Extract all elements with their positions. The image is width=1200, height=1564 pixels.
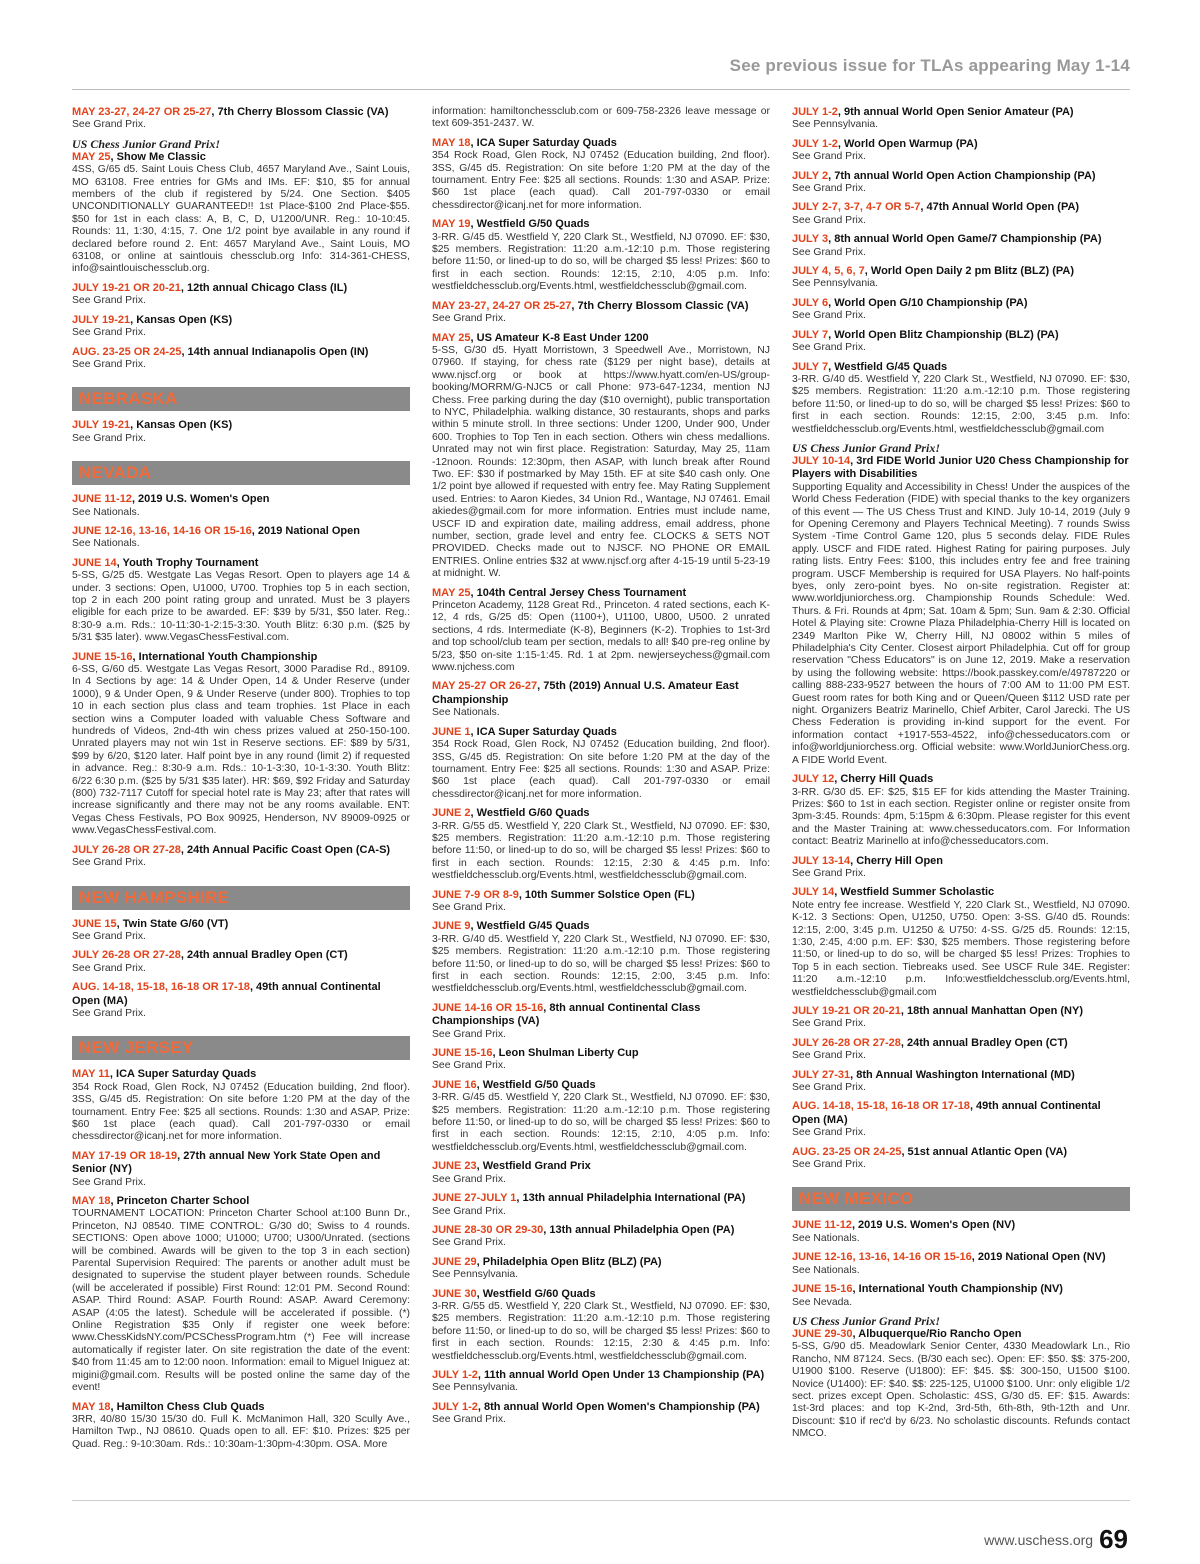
event-dates: JUNE 7-9 OR 8-9 <box>432 888 519 901</box>
event-details: See Grand Prix. <box>792 214 866 226</box>
event-dates: JULY 12 <box>792 773 835 786</box>
event-listing <box>792 1315 1130 1441</box>
event-details: See Nationals. <box>792 1232 860 1244</box>
event-listing <box>792 297 1130 323</box>
event-dates: JUNE 30 <box>432 1287 477 1300</box>
event-dates: MAY 25-27 OR 26-27 <box>432 680 538 693</box>
event-details: See Nevada. <box>792 1296 853 1308</box>
event-details: 5-SS, G/25 d5. Westgate Las Vegas Resort. Open to players age 14 & under. 3 sections: Open, U1000, U700. Trophies top 5 in each section, top 2 in each 200 point rating group and unrated. Must be 3 players eligible for each prize to be awarded. EF: $39 by 5/31, $50 later. Reg.: 8:30-9 a.m. Rds.: 10-11:30-1-2:15-3:30. Youth Blitz: 6:30 p.m. ($25 by 5/31 $35 later). www.VegasChessFestival.com. <box>72 570 410 644</box>
event-dates: JUNE 15-16 <box>432 1047 493 1060</box>
event-dates: JULY 19-21 <box>72 313 131 326</box>
event-name: , Westfield G/50 Quads <box>470 218 590 231</box>
event-name: , 8th annual World Open Game/7 Championship (PA) <box>828 233 1102 246</box>
event-details: 5-SS, G/90 d5. Meadowlark Senior Center, 4330 Meadowlark Ln., Rio Rancho, NM 87124. Secs. (B/30 each sec). Open: EF: $50. $$: 375-200, U1900 $100. Reserve (U1800): EF: $45. $$: 300-150, U1500 $100. Novice (U1400): EF: $40. $$: 225-125, U1000 $100. Unr: only eligible 1/2 sect. prizes except Open. Scholastic: 4SS, G/30 d5. EF: $15. Awards: 1st-3rd places: and top K-2nd, 3rd-5th, 6th-8th, 9th-12th and Unr. Discount: $10 if rec'd by 6/23. No scholastic discounts. Refunds contact NMCO. <box>792 1341 1130 1440</box>
event-details: See Grand Prix. <box>72 1176 146 1188</box>
event-listing <box>72 346 410 372</box>
event-details: 3-RR. G/40 d5. Westfield Y, 220 Clark St., Westfield, NJ 07090. EF: $30, $25 members. Registration: 11:20 a.m.-12:10 p.m. Those registering before 11:50, or lined-up to do so, will be charged $5 less! Prizes: $60 to first in each section. Rounds: 12:15, 2:00, 3:45 p.m. Info: westfieldchessclub.org/Events.html, westfieldchessclub@gmail.com. <box>432 933 770 995</box>
grand-prix-tag: US Chess Junior Grand Prix! <box>792 440 941 455</box>
event-name: , Show Me Classic <box>110 150 206 163</box>
event-dates: JULY 7 <box>792 328 829 341</box>
event-details: 4SS, G/65 d5. Saint Louis Chess Club, 4657 Maryland Ave., Saint Louis, MO 63108. Free entries for GMs and IMs. EF: $10, $5 for annual members of the club if registered by 5/24. One Section. $405 UNCONDITIONALLY GUARANTEED!! 1st Place-$100 2nd Place-$55. $50 for 1st in each class: A, B, C, D, U1200/UNR. Reg.: 10-10:45. Rounds: 11, 1:30, 4:15, 7. One 1/2 point bye available in any round if declared before round 2. Ent: 4657 Maryland Ave., Saint Louis, MO 63108, or online at saintlouis chessclub.org Info: 314-361-CHESS, info@saintlouischessclub.org. <box>72 164 410 275</box>
event-name: , Westfield G/60 Quads <box>476 1287 596 1300</box>
event-listing <box>432 1224 770 1250</box>
event-dates: JUNE 11-12 <box>72 493 132 506</box>
event-details: See Grand Prix. <box>432 1028 506 1040</box>
event-name: , 7th annual World Open Action Championship (PA) <box>828 169 1096 182</box>
event-details: See Pennsylvania. <box>792 119 879 131</box>
event-dates: JUNE 29-30 <box>792 1327 853 1340</box>
column-1 <box>72 106 410 1457</box>
event-dates: MAY 23-27, 24-27 OR 25-27 <box>432 299 572 312</box>
event-details: See Grand Prix. <box>432 1414 506 1426</box>
event-name: , Albuquerque/Rio Rancho Open <box>852 1327 1022 1340</box>
event-name: , 2019 U.S. Women's Open <box>131 493 270 506</box>
event-details: 3-RR. G/55 d5. Westfield Y, 220 Clark St., Westfield, NJ 07090. EF: $30, $25 members. Registration: 11:20 a.m.-12:10 p.m. Those registering before 11:50, or lined-up to do so, will be charged $5 less! Prizes: $60 to first in each section. Rounds: 12:15, 2:30 & 4:45 p.m. Info: westfieldchessclub.org/Events.html, westfieldchessclub@gmail.com. <box>432 820 770 882</box>
event-details: See Grand Prix. <box>432 1205 506 1217</box>
event-listing <box>792 233 1130 259</box>
event-listing <box>432 920 770 995</box>
event-listing <box>72 981 410 1020</box>
state-heading: NEW MEXICO <box>792 1187 1130 1211</box>
event-details: See Nationals. <box>432 707 500 719</box>
event-listing <box>72 525 410 551</box>
event-details: 3-RR. G/40 d5. Westfield Y, 220 Clark St., Westfield, NJ 07090. EF: $30, $25 members. Registration: 11:20 a.m.-12:10 p.m. Those registering before 11:50, or lined-up to do so, will be charged $5 less! Prizes: $60 to first in each section. Rounds: 12:15, 2:00, 3:45 p.m. Info: westfieldchessclub.org/Events.html, westfieldchessclub@gmail.com <box>792 373 1130 435</box>
event-dates: JUNE 14-16 OR 15-16 <box>432 1001 544 1014</box>
event-listing <box>72 918 410 944</box>
event-dates: MAY 17-19 OR 18-19 <box>72 1149 178 1162</box>
event-details: See Grand Prix. <box>792 867 866 879</box>
event-name: , 75th (2019) Annual U.S. Amateur East Championship <box>432 680 739 706</box>
event-dates: JUNE 14 <box>72 556 117 569</box>
event-dates: MAY 25 <box>432 586 471 599</box>
event-name: , Princeton Charter School <box>110 1195 250 1207</box>
event-details: See Grand Prix. <box>792 1082 866 1094</box>
event-listing <box>792 1037 1130 1063</box>
event-details: See Pennsylvania. <box>792 278 879 290</box>
event-name: , 2019 U.S. Women's Open (NV) <box>851 1219 1016 1232</box>
event-listing <box>792 1069 1130 1095</box>
event-details: See Grand Prix. <box>432 313 506 325</box>
event-details: See Grand Prix. <box>72 857 146 869</box>
event-listing <box>432 1288 770 1363</box>
event-listing <box>432 1079 770 1154</box>
event-name: , Philadelphia Open Blitz (BLZ) (PA) <box>476 1255 662 1268</box>
event-dates: JULY 1-2 <box>432 1400 478 1413</box>
event-name: , 8th annual World Open Women's Championship (PA) <box>477 1400 760 1413</box>
event-dates: JULY 7 <box>792 360 829 373</box>
event-dates: MAY 18 <box>432 136 471 149</box>
event-name: , Westfield Summer Scholastic <box>834 886 995 899</box>
event-details: information: hamiltonchessclub.com or 609-758-2326 leave message or text 609-351-2437. W. <box>432 106 770 130</box>
event-details: See Pennsylvania. <box>432 1382 519 1394</box>
event-listing <box>72 1068 410 1143</box>
event-details: See Grand Prix. <box>792 1159 866 1171</box>
event-listing <box>792 1251 1130 1277</box>
page-footer <box>984 1524 1128 1555</box>
event-name: , 51st annual Atlantic Open (VA) <box>901 1145 1068 1158</box>
event-listing <box>792 855 1130 881</box>
event-details: See Nationals. <box>72 506 140 518</box>
header-rule <box>72 89 1130 90</box>
event-listing <box>792 773 1130 848</box>
event-details: See Grand Prix. <box>72 930 146 942</box>
event-name: , ICA Super Saturday Quads <box>109 1068 257 1081</box>
event-listing <box>432 1401 770 1427</box>
event-listing <box>72 493 410 519</box>
event-name: , Hamilton Chess Club Quads <box>110 1400 265 1413</box>
event-details: See Nationals. <box>72 538 140 550</box>
event-dates: MAY 18 <box>72 1400 111 1413</box>
event-name: , 12th annual Chicago Class (IL) <box>180 281 348 294</box>
event-details: See Grand Prix. <box>72 295 146 307</box>
event-name: , Westfield G/45 Quads <box>828 360 948 373</box>
event-dates: JUNE 15-16 <box>72 650 133 663</box>
event-details: See Grand Prix. <box>432 1173 506 1185</box>
event-details: See Pennsylvania. <box>432 1269 519 1281</box>
event-listing <box>792 329 1130 355</box>
footer-url[interactable]: www.uschess.org <box>984 1532 1094 1548</box>
event-details: See Grand Prix. <box>792 246 866 258</box>
event-name: , 24th annual Bradley Open (CT) <box>900 1036 1068 1049</box>
event-listing <box>432 300 770 326</box>
event-name: , Cherry Hill Quads <box>834 773 934 786</box>
event-details: See Grand Prix. <box>72 962 146 974</box>
event-details: See Grand Prix. <box>72 327 146 339</box>
event-dates: JULY 19-21 OR 20-21 <box>792 1005 901 1017</box>
event-listing <box>432 1160 770 1186</box>
event-name: , US Amateur K-8 East Under 1200 <box>470 331 649 344</box>
event-dates: JUNE 23 <box>432 1160 477 1173</box>
event-details: See Grand Prix. <box>72 119 146 131</box>
event-dates: JULY 1-2 <box>792 137 838 150</box>
event-dates: JULY 19-21 OR 20-21 <box>72 281 181 294</box>
event-dates: AUG. 14-18, 15-18, 16-18 OR 17-18 <box>72 981 250 994</box>
event-listing <box>792 1283 1130 1309</box>
event-details: See Grand Prix. <box>72 358 146 370</box>
event-listing <box>792 442 1130 767</box>
event-name: , World Open Warmup (PA) <box>837 137 978 150</box>
event-listing <box>432 1256 770 1282</box>
event-listing <box>72 419 410 445</box>
event-name: , 13th annual Philadelphia International (PA) <box>516 1192 746 1205</box>
event-details: See Grand Prix. <box>432 901 506 913</box>
event-dates: MAY 23-27, 24-27 OR 25-27 <box>72 106 212 118</box>
event-name: , 2019 National Open <box>251 524 360 537</box>
event-dates: JUNE 16 <box>432 1078 477 1091</box>
event-listing <box>792 170 1130 196</box>
event-listing <box>432 889 770 915</box>
event-details: See Grand Prix. <box>792 151 866 163</box>
event-name: , International Youth Championship <box>132 650 318 663</box>
event-listing <box>72 1401 410 1452</box>
event-dates: AUG. 23-25 OR 24-25 <box>792 1145 902 1158</box>
event-listing <box>72 138 410 276</box>
event-dates: JUNE 2 <box>432 807 471 820</box>
event-name: , World Open Blitz Championship (BLZ) (PA) <box>828 328 1059 341</box>
event-dates: MAY 19 <box>432 218 471 231</box>
state-heading: NEBRASKA <box>72 387 410 411</box>
event-dates: JULY 2 <box>792 169 829 182</box>
event-listing <box>792 265 1130 291</box>
state-heading: NEW HAMPSHIRE <box>72 886 410 910</box>
event-dates: MAY 25 <box>72 150 111 163</box>
event-name: , World Open Daily 2 pm Blitz (BLZ) (PA) <box>864 265 1074 278</box>
event-dates: JULY 19-21 <box>72 419 131 432</box>
event-name: , 27th annual New York State Open and Senior (NY) <box>72 1149 381 1176</box>
event-listing <box>432 680 770 719</box>
event-listing <box>432 807 770 882</box>
event-name: , International Youth Championship (NV) <box>852 1283 1063 1296</box>
event-listing <box>432 1369 770 1395</box>
event-dates: JUNE 9 <box>432 920 471 933</box>
grand-prix-tag: US Chess Junior Grand Prix! <box>72 136 221 151</box>
event-name: , Westfield G/60 Quads <box>470 807 590 820</box>
event-name: , 104th Central Jersey Chess Tournament <box>470 586 687 599</box>
event-dates: JUNE 27-JULY 1 <box>432 1192 517 1205</box>
event-dates: MAY 18 <box>72 1195 111 1207</box>
event-details: See Nationals. <box>792 1264 860 1276</box>
event-details: 354 Rock Road, Glen Rock, NJ 07452 (Education building, 2nd floor). 3SS, G/45 d5. Registration: On site before 1:20 PM at the day of the tournament. Entry Fee: $25 all sections. Rounds: 1:30 and ASAP. Prize: $60 1st place (each quad). Call 201-797-0330 or email chessdirector@icanj.net for more information. <box>72 1081 410 1143</box>
event-name: , 47th Annual World Open (PA) <box>920 201 1080 214</box>
event-dates: JULY 26-28 OR 27-28 <box>792 1036 901 1049</box>
event-details: Supporting Equality and Accessibility in Chess! Under the auspices of the World Chess Federation (FIDE) with special thanks to the key organizers of this event — The US Chess Trust and KIND. July 10-14, 2019 (July 9 for Opening Ceremony and Players Technical Meeting). 7 rounds Swiss System -Time Control Game 120, plus 5 seconds delay. FIDE Rules apply. USCF and FIDE rated. Highest Rating for pairing purposes. July rating lists. Entry Fees: $100, this includes entry fee and free training program. USCF Membership is required for USA Players. No half-points byes, only zero-point byes. No on-site registration. Register at: www.worldjuniorchess.org. Championship Rounds Schedule: Wed. Thurs. & Fri. Rounds at 4pm; Sat. 10am & 5pm; Sun. 9am & 2:30. Official Hotel & Playing site: Crowne Plaza Philadelphia-Cherry Hill is located on 2349 Marlton Pike W, Cherry Hill, NJ 08002 within 5 miles of Philadelphia's City Center. Closest airport Philadelphia. Cut off for group reservation "Chess Educators" is on June 12, 2019. Make a reservation by using the following website: https://book.passkey.com/e/49787220 or calling 888-233-9527 between the hours of 7:00 AM to 11:00 PM EST. Guest room rates for both King and or Queen/Queen $112 USD rate per night. Organizers Beatriz Marinello, Chief Arbiter, Carol Jarecki. The US Chess Federation is providing in-kind support for the event. For information contact +1917-553-4522, info@chesseducators.com or info@worldjuniorchess.org. Official website: www.WorldJuniorChess.org. A FIDE World Event. <box>792 481 1130 766</box>
event-listing <box>792 106 1130 132</box>
event-name: , 11th annual World Open Under 13 Championship (PA) <box>477 1368 765 1381</box>
event-dates: JULY 26-28 OR 27-28 <box>72 949 181 962</box>
event-name: , 3rd FIDE World Junior U20 Chess Championship for Players with Disabilities <box>792 454 1129 481</box>
event-dates: JUNE 28-30 OR 29-30 <box>432 1223 544 1236</box>
state-heading: NEVADA <box>72 461 410 485</box>
event-name: , 7th Cherry Blossom Classic (VA) <box>211 106 389 118</box>
event-name: , 2019 National Open (NV) <box>971 1251 1106 1264</box>
event-details: 3RR, 40/80 15/30 15/30 d0. Full K. McManimon Hall, 320 Scully Ave., Hamilton Twp., NJ 08610. Quads open to all. EF: $10. Prizes: $25 per Quad. Reg.: 9-10:30am. Rds.: 10:30am-1:30pm-4:30pm. OSA. More <box>72 1413 410 1450</box>
event-name: , ICA Super Saturday Quads <box>470 136 617 149</box>
event-dates: JULY 13-14 <box>792 854 851 867</box>
event-dates: JUNE 11-12 <box>792 1219 852 1232</box>
event-name: , 18th annual Manhattan Open (NY) <box>900 1005 1083 1017</box>
event-dates: MAY 25 <box>432 331 471 344</box>
event-details: See Grand Prix. <box>792 183 866 195</box>
event-dates: JUNE 15-16 <box>792 1283 853 1296</box>
event-dates: JULY 1-2 <box>792 106 838 118</box>
grand-prix-tag: US Chess Junior Grand Prix! <box>792 1313 941 1328</box>
header-note: See previous issue for TLAs appearing May 1-14 <box>729 56 1130 75</box>
event-name: , Westfield G/50 Quads <box>476 1078 596 1091</box>
event-details: See Grand Prix. <box>792 342 866 354</box>
event-dates: AUG. 14-18, 15-18, 16-18 OR 17-18 <box>792 1100 970 1113</box>
event-listing <box>792 138 1130 164</box>
event-name: , 24th annual Bradley Open (CT) <box>180 949 348 962</box>
event-listing <box>792 1005 1130 1031</box>
event-name: , 9th annual World Open Senior Amateur (PA) <box>837 106 1074 118</box>
event-listing <box>72 282 410 308</box>
event-details: See Grand Prix. <box>432 1237 506 1249</box>
event-listing <box>72 651 410 838</box>
footer-rule <box>72 1500 1130 1501</box>
event-name: , 24th Annual Pacific Coast Open (CA-S) <box>180 843 391 856</box>
event-listing <box>432 106 770 131</box>
event-dates: JULY 4, 5, 6, 7 <box>792 265 865 278</box>
event-listing <box>72 844 410 870</box>
event-name: , Westfield G/45 Quads <box>470 920 590 933</box>
event-dates: JULY 10-14 <box>792 454 851 467</box>
event-listing <box>72 949 410 975</box>
event-name: , Westfield Grand Prix <box>476 1160 591 1173</box>
event-listing <box>792 1219 1130 1245</box>
event-dates: JULY 1-2 <box>432 1368 478 1381</box>
event-listing <box>72 1150 410 1189</box>
event-details: See Grand Prix. <box>792 1127 866 1139</box>
event-dates: JULY 27-31 <box>792 1068 851 1081</box>
event-details: 3-RR. G/55 d5. Westfield Y, 220 Clark St., Westfield, NJ 07090. EF: $30, $25 members. Registration: 11:20 a.m.-12:10 p.m. Those registering before 11:50, or lined-up to do so, will be charged $5 less! Prizes: $60 to first in each section. Rounds: 12:15, 2:30 & 4:45 p.m. Info: westfieldchessclub.org/Events.html, westfieldchessclub@gmail.com. <box>432 1300 770 1362</box>
event-details: Note entry fee increase. Westfield Y, 220 Clark St., Westfield, NJ 07090. K-12. 3 Sections: Open, U1250, U750. Open: 3-SS. G/40 d5. Rounds: 12:15, 2:00, 3:45 p.m. U1250 & U750: 4-SS. G/25 d5. Rounds: 12:15, 1:30, 2:45, 4:00 p.m. EF: $30, $25 members. Those registering before 11:50, or lined-up to do so, will be charged $5 less! Prizes: Trophies to Top 5 in each section. Tiebreaks used. See USCF Rule 34E. Register: 11:20 a.m.-12:10 p.m. Info:westfieldchessclub.org/Events.html, westfieldchessclub@gmail.com <box>792 899 1130 998</box>
event-details: 3-RR. G/45 d5. Westfield Y, 220 Clark St., Westfield, NJ 07090. EF: $30, $25 members. Registration: 11:20 a.m.-12:10 p.m. Those registering before 11:50, or lined-up to do so, will be charged $5 less! Prizes: $60 to first in each section. Rounds: 12:15, 2:10, 4:05 p.m. Info: westfieldchessclub.org/Events.html, westfieldchessclub@gmail.com. <box>432 231 770 293</box>
event-dates: JUNE 12-16, 13-16, 14-16 OR 15-16 <box>792 1251 972 1264</box>
event-details: See Grand Prix. <box>72 432 146 444</box>
event-name: , Leon Shulman Liberty Cup <box>492 1047 639 1060</box>
event-name: , World Open G/10 Championship (PA) <box>828 296 1028 309</box>
event-listing <box>792 1100 1130 1139</box>
event-listing <box>432 137 770 212</box>
event-listing <box>72 106 410 132</box>
event-details: 354 Rock Road, Glen Rock, NJ 07452 (Education building, 2nd floor). 3SS, G/45 d5. Registration: On site before 1:20 PM at the day of the tournament. Entry Fee: $25 all sections. Rounds: 1:30 and ASAP. Prize: $60 1st place (each quad). Call 201-797-0330 or email chessdirector@icanj.net for more information. <box>432 739 770 800</box>
event-name: , 13th annual Philadelphia Open (PA) <box>543 1223 735 1236</box>
event-details: See Grand Prix. <box>72 1007 146 1019</box>
event-listing <box>72 557 410 645</box>
event-listing <box>432 587 770 675</box>
event-details: TOURNAMENT LOCATION: Princeton Charter School at:100 Bunn Dr., Princeton, NJ 08540. TIME CONTROL: G/30 d0; Swiss to 4 rounds. SECTIONS: Open above 1000; U1000; U700; U300/Unrated. (sections will be combined. Awards will be given to the top 3 in each section) Parental Supervision Required: The parents or another adult must be designated to supervise the student player between rounds. Schedule (will be accelerated if possible) First Round: 12:01 PM. Second Round: ASAP. Third Round: ASAP. Fourth Round: ASAP. Award Ceremony: ASAP (4:05 the latest). Schedule will be accelerated if possible. (*) Online Registration $35 Only if register one week before: www.ChessKidsNY.com/PCSChessProgram.htm (*) Fee will increase automatically if register later. On site registration the date of the event: $40 from 11:45 am to 12:00 noon. Information: email to Miguel Iniguez at: migini@gmail.com. Results will be posted online the same day of the event! <box>72 1208 410 1394</box>
event-dates: JUNE 1 <box>432 725 471 738</box>
event-details: 5-SS, G/30 d5. Hyatt Morristown, 3 Speedwell Ave., Morristown, NJ 07960. If staying, for chess rate ($129 per night base), details at www.njscf.org or book at https://www.hyatt.com/en-US/group-booking/MORRM/G-NJC5 or call Phone: 973-647-1234, mention NJ Chess. Free parking during the day ($10 overnight), public transportation to NYC, Philadelphia. walking distance, 30 restaurants, shops and parks within 5 minute stroll. In three sections: Under 1200, Under 900, Under 600. Trophies to Top Ten in each section. Others win chess medallions. Unrated may not win first place. Registration: Saturday, May 25, 11am -12noon. Rounds: 12:30pm, then ASAP, with lunch break after Round Two. EF: $30 if postmarked by May 15th. EF at site $40 cash only. One 1/2 point bye allowed if requested with entry fee. May Rating Supplement used. Entries: to Aaron Kiedes, 34 Union Rd., Wantage, NJ 07461. Email akiedes@gmail.com for more information. Entries must include name, USCF ID and expiration date, mailing address, email address, phone number, section, grade level and entry fee. CLOCKS & SETS NOT PROVIDED. Checks made out to NJSCF. NO PHONE OR EMAIL ENTRIES. Online entries $32 at www.njscf.org after 4-15-19 until 5-23-19 at midnight. W. <box>432 344 770 580</box>
event-dates: JUNE 12-16, 13-16, 14-16 OR 15-16 <box>72 524 252 537</box>
event-name: , 8th annual Continental Class Championships (VA) <box>432 1001 701 1028</box>
event-listing <box>792 886 1130 999</box>
event-name: , Twin State G/60 (VT) <box>116 917 229 930</box>
event-dates: MAY 11 <box>72 1068 110 1081</box>
event-listing <box>792 1146 1130 1172</box>
event-listing <box>432 1192 770 1218</box>
event-details: See Grand Prix. <box>792 1018 866 1030</box>
page-header <box>72 40 1130 90</box>
state-heading: NEW JERSEY <box>72 1036 410 1060</box>
event-name: , 10th Summer Solstice Open (FL) <box>518 888 695 901</box>
event-details: Princeton Academy, 1128 Great Rd., Princeton. 4 rated sections, each K-12, 4 rds, G/25 d5: Open (1100+), U1100, U800, U500. 2 unrated sections, 4 rds. Intermediate (K-8), Beginners (K-2). Trophies to 1st-3rd and top school/club team per section, medals to all! $40 pre-reg online by 5/23, $50 on-site 1:15-1:45. Rd. 1 at 2pm. newjerseychess@gmail.com www.njchess.com <box>432 600 770 674</box>
event-dates: JULY 14 <box>792 886 835 899</box>
event-details: 6-SS, G/60 d5. Westgate Las Vegas Resort, 3000 Paradise Rd., 89109. In 4 Sections by age: 14 & Under Open, 14 & Under Reserve (under 1000), 9 & Under Open, 9 & Under Reserve (under 800). Trophies to top 10 in each section plus class and team trophies. 1st Place in each section wins a Computer loaded with valuable Chess Software and hundreds of Videos, 2nd-4th win chess prizes valued at 250-150-100. Unrated players may not win 1st in Reserve sections. EF: $89 by 5/31, $99 by 6/20, $120 later. Half point bye in any round (limit 2) if requested in advance. Reg.: 8:30-9 a.m. Rds.: 10-1-3:30, 10-1-3:30. Youth Blitz: 6/22 6:30 p.m. ($25 by 5/31 $35 later). HR: $69, $92 Friday and Saturday (800) 732-7117 Cutoff for special hotel rate is May 23; after that rates will increase significantly and there may not be any rooms available. ENT: Vegas Chess Festivals, PO Box 90925, Henderson, NV 89009-0925 or www.VegasChessFestival.com. <box>72 664 410 837</box>
event-dates: JULY 6 <box>792 296 829 309</box>
event-details: 3-RR. G/45 d5. Westfield Y, 220 Clark St., Westfield, NJ 07090. EF: $30, $25 members. Registration: 11:20 a.m.-12:10 p.m. Those registering before 11:50, or lined-up to do so, will be charged $5 less! Prizes: $60 to first in each section. Rounds: 12:15, 2:10, 4:05 p.m. Info: westfieldchessclub.org/Events.html, westfieldchessclub@gmail.com. <box>432 1092 770 1153</box>
event-listing <box>72 314 410 340</box>
event-name: , Cherry Hill Open <box>850 854 944 867</box>
event-dates: JULY 2-7, 3-7, 4-7 OR 5-7 <box>792 201 921 214</box>
event-name: , 49th annual Continental Open (MA) <box>792 1100 1101 1126</box>
event-dates: JUNE 29 <box>432 1255 477 1268</box>
event-dates: JUNE 15 <box>72 917 117 930</box>
column-2 <box>432 106 770 1433</box>
event-listing <box>432 1002 770 1041</box>
event-name: , Kansas Open (KS) <box>130 313 233 326</box>
event-listing <box>432 332 770 581</box>
event-dates: AUG. 23-25 OR 24-25 <box>72 345 182 358</box>
column-3 <box>792 106 1130 1447</box>
page-number: 69 <box>1099 1524 1128 1554</box>
event-listing <box>792 201 1130 227</box>
event-name: , 49th annual Continental Open (MA) <box>72 981 381 1007</box>
event-details: 3-RR. G/30 d5. EF: $25, $15 EF for kids attending the Master Training. Prizes: $60 to 1st in each section. Register online or register onsite from 3pm-3:45. Rounds: 4pm, 5:15pm & 6:30pm. Please register for this event and the Master Training at: www.chesseducators.com. For Information contact: Beatriz Marinello at info@chesseducators.com. <box>792 786 1130 848</box>
event-name: , Youth Trophy Tournament <box>116 556 259 569</box>
event-name: , Kansas Open (KS) <box>130 419 233 432</box>
event-details: 354 Rock Road, Glen Rock, NJ 07452 (Education building, 2nd floor). 3SS, G/45 d5. Registration: On site before 1:20 PM at the day of the tournament. Entry Fee: $25 all sections. Rounds: 1:30 and ASAP. Prize: $60 1st place (each quad). Call 201-797-0330 or email chessdirector@icanj.net for more information. <box>432 150 770 211</box>
event-dates: JULY 26-28 OR 27-28 <box>72 843 181 856</box>
event-name: , 8th Annual Washington International (MD) <box>850 1068 1075 1081</box>
event-listing <box>432 726 770 801</box>
event-listing <box>792 361 1130 436</box>
event-listing <box>72 1195 410 1395</box>
event-name: , 7th Cherry Blossom Classic (VA) <box>571 299 749 312</box>
event-details: See Grand Prix. <box>792 1050 866 1062</box>
event-details: See Grand Prix. <box>432 1060 506 1072</box>
event-listing <box>432 218 770 293</box>
event-name: , 14th annual Indianapolis Open (IN) <box>181 345 369 358</box>
event-details: See Grand Prix. <box>792 310 866 322</box>
event-name: , ICA Super Saturday Quads <box>470 725 617 738</box>
event-listing <box>432 1047 770 1073</box>
event-dates: JULY 3 <box>792 233 829 246</box>
